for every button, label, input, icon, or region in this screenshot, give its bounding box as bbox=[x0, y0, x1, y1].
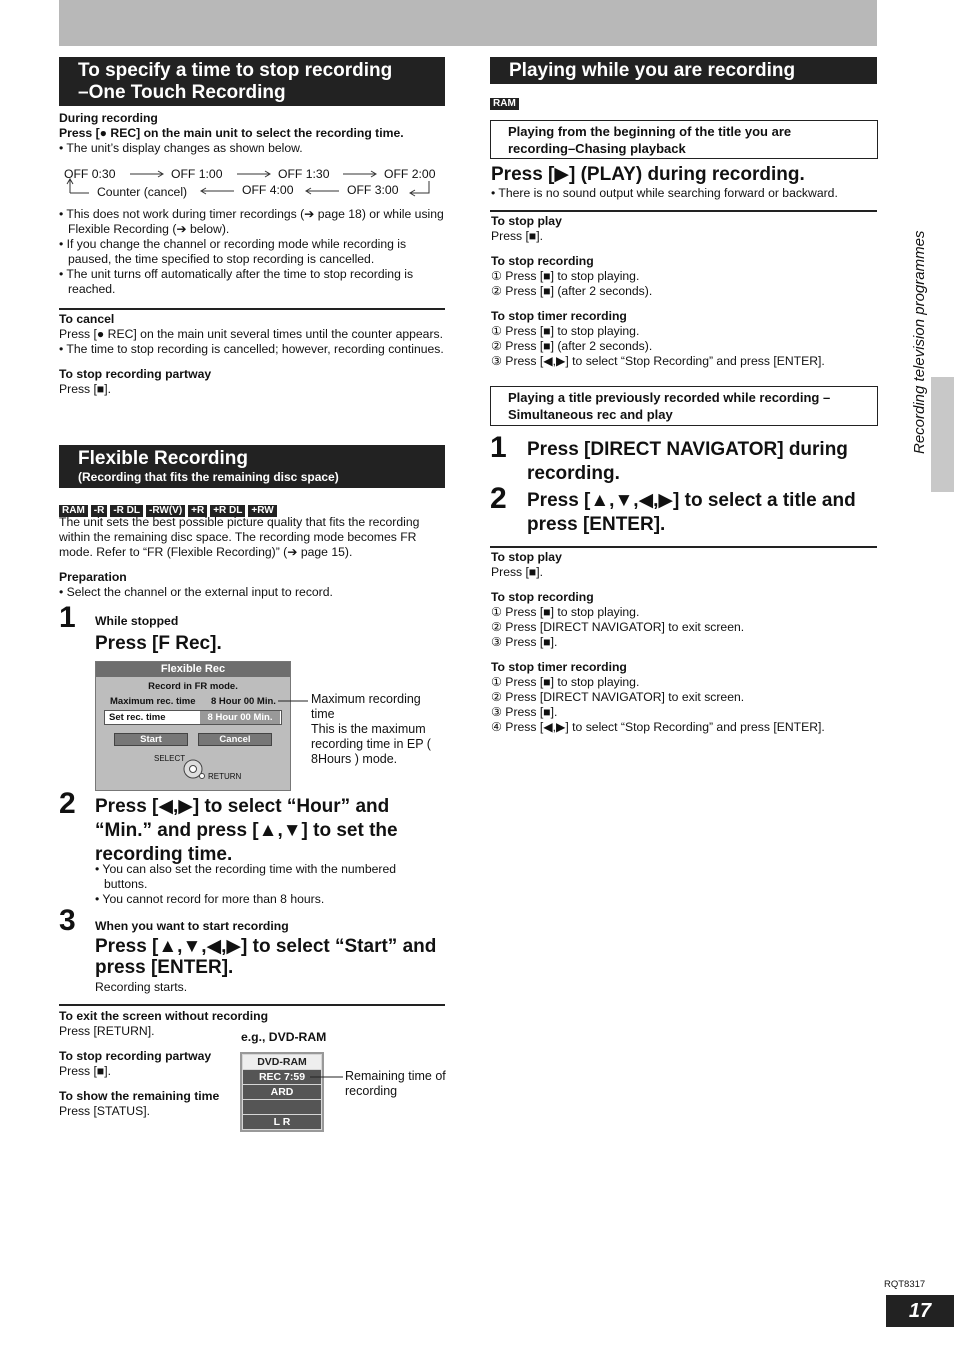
sequence-arrows bbox=[59, 166, 445, 202]
display-audio: L R bbox=[243, 1115, 321, 1129]
badge-plus-r-dl: +R DL bbox=[210, 505, 245, 517]
partway-text: Press [■]. bbox=[59, 382, 112, 396]
divider bbox=[490, 210, 877, 212]
osd-start-button[interactable]: Start bbox=[114, 733, 188, 746]
preparation-heading: Preparation bbox=[59, 570, 127, 584]
seq-off-400: OFF 4:00 bbox=[242, 183, 294, 197]
badge-plus-r: +R bbox=[188, 505, 207, 517]
cancel-text: Press [● REC] on the main unit several times until the counter appears. bbox=[59, 327, 444, 341]
b-stop-rec-heading: To stop recording bbox=[491, 590, 594, 604]
eg-label: e.g., DVD-RAM bbox=[241, 1030, 327, 1044]
playing-title: Playing while you are recording bbox=[509, 60, 796, 81]
a-stop-play-heading: To stop play bbox=[491, 214, 562, 228]
callout-line-max bbox=[278, 699, 308, 703]
s2-number: 2 bbox=[490, 482, 507, 515]
step-2-number: 2 bbox=[59, 787, 76, 820]
side-tab bbox=[931, 377, 954, 492]
display-sequence bbox=[59, 166, 445, 202]
s2-title: Press [▲,▼,◀,▶] to select a title and press [ENTER]. bbox=[527, 490, 856, 535]
divider bbox=[59, 308, 445, 310]
one-touch-header bbox=[59, 57, 445, 106]
divider bbox=[59, 1004, 445, 1006]
seq-off-030: OFF 0:30 bbox=[64, 167, 116, 181]
chase-title: Press [▶] (PLAY) during recording. bbox=[491, 164, 805, 185]
b-stop-timer-4: ④ Press [◀,▶] to select “Stop Recording” and press [ENTER]. bbox=[491, 720, 825, 734]
osd-set-value[interactable]: 8 Hour 00 Min. bbox=[200, 711, 280, 724]
osd-cancel-button[interactable]: Cancel bbox=[198, 733, 272, 746]
page-number: 17 bbox=[886, 1295, 954, 1327]
exit-text: Press [RETURN]. bbox=[59, 1024, 155, 1038]
step-3-title: Press [▲,▼,◀,▶] to select “Start” and press [ENTER]. bbox=[95, 936, 437, 978]
osd-header: Flexible Rec bbox=[96, 662, 290, 677]
flexible-subtitle: (Recording that fits the remaining disc space) bbox=[78, 470, 339, 484]
front-display bbox=[240, 1052, 324, 1132]
remaining-heading: To show the remaining time bbox=[59, 1089, 220, 1103]
osd-max-value: 8 Hour 00 Min. bbox=[211, 696, 276, 707]
cancel-heading: To cancel bbox=[59, 312, 115, 326]
during-recording-heading: During recording bbox=[59, 111, 158, 125]
b-stop-rec-2: ② Press [DIRECT NAVIGATOR] to exit screen. bbox=[491, 620, 745, 634]
osd-line1: Record in FR mode. bbox=[148, 681, 238, 692]
callout-note: This is the maximum recording time in EP ( 8Hours ) mode. bbox=[311, 722, 431, 766]
b-stop-rec-1: ① Press [■] to stop playing. bbox=[491, 605, 640, 619]
during-recording-press: Press [● REC] on the main unit to select the recording time. bbox=[59, 126, 404, 140]
top-banner bbox=[59, 0, 877, 46]
sidebar-title: Recording television programmes bbox=[911, 230, 928, 454]
badge-plus-rw: +RW bbox=[248, 505, 276, 517]
osd-select-label: SELECT bbox=[154, 754, 186, 763]
flexible-header bbox=[59, 445, 445, 488]
cancel-note: • The time to stop recording is cancelled; however, recording continues. bbox=[59, 342, 444, 356]
badge-ram: RAM bbox=[59, 505, 88, 517]
playing-badges bbox=[490, 93, 522, 111]
exit-heading: To exit the screen without recording bbox=[59, 1009, 269, 1023]
display-channel: ARD bbox=[243, 1085, 321, 1099]
b-stop-timer-2: ② Press [DIRECT NAVIGATOR] to exit screen. bbox=[491, 690, 745, 704]
display-rec-time: REC 7:59 bbox=[243, 1070, 321, 1084]
simul-box: Playing a title previously recorded while recording –Simultaneous rec and play bbox=[490, 386, 878, 426]
preparation-text: • Select the channel or the external input to record. bbox=[59, 585, 333, 599]
a-stop-timer-2: ② Press [■] (after 2 seconds). bbox=[491, 339, 653, 353]
b-stop-timer-heading: To stop timer recording bbox=[491, 660, 627, 674]
one-touch-note-2: • If you change the channel or recording mode while recording is paused, the time specified to stop recording is cancelled. bbox=[59, 237, 407, 266]
badge-ram: RAM bbox=[490, 98, 519, 110]
document-code: RQT8317 bbox=[884, 1279, 926, 1290]
a-stop-rec-heading: To stop recording bbox=[491, 254, 594, 268]
callout-max: Maximum recording time bbox=[311, 692, 421, 721]
b-stop-timer-1: ① Press [■] to stop playing. bbox=[491, 675, 640, 689]
select-dial-icon bbox=[182, 758, 204, 780]
osd-set-row[interactable] bbox=[104, 710, 282, 725]
flexible-title: Flexible Recording bbox=[78, 448, 248, 469]
flexible-rec-screen bbox=[95, 661, 291, 791]
a-stop-play-text: Press [■]. bbox=[491, 229, 544, 243]
a-stop-timer-3: ③ Press [◀,▶] to select “Stop Recording” and press [ENTER]. bbox=[491, 354, 825, 368]
seq-off-200: OFF 2:00 bbox=[384, 167, 436, 181]
seq-off-100: OFF 1:00 bbox=[171, 167, 223, 181]
chase-box: Playing from the beginning of the title you are recording–Chasing playback bbox=[490, 120, 878, 159]
display-disc-type: DVD-RAM bbox=[243, 1055, 321, 1069]
seq-off-300: OFF 3:00 bbox=[347, 183, 399, 197]
osd-set-label: Set rec. time bbox=[109, 712, 166, 723]
badge-r-dl: -R DL bbox=[110, 505, 143, 517]
osd-return-label: RETURN bbox=[208, 772, 242, 781]
partway-heading: To stop recording partway bbox=[59, 367, 212, 381]
one-touch-title-1: To specify a time to stop recording bbox=[78, 60, 393, 81]
b-stop-timer-3: ③ Press [■]. bbox=[491, 705, 558, 719]
display-note: • The unit’s display changes as shown below. bbox=[59, 141, 303, 155]
divider bbox=[490, 546, 877, 548]
stop-partway-text: Press [■]. bbox=[59, 1064, 112, 1078]
step-1-pre: While stopped bbox=[95, 614, 179, 628]
s1-title: Press [DIRECT NAVIGATOR] during recording. bbox=[527, 439, 848, 484]
seq-counter: Counter (cancel) bbox=[97, 185, 188, 199]
a-stop-timer-1: ① Press [■] to stop playing. bbox=[491, 324, 640, 338]
badge-rw-v: -RW(V) bbox=[146, 505, 185, 517]
step-2-note-1: • You can also set the recording time with the numbered buttons. bbox=[95, 862, 397, 891]
a-stop-rec-1: ① Press [■] to stop playing. bbox=[491, 269, 640, 283]
step-2-note-2: • You cannot record for more than 8 hours. bbox=[95, 892, 325, 906]
badge-r: -R bbox=[91, 505, 108, 517]
seq-off-130: OFF 1:30 bbox=[278, 167, 330, 181]
step-3-number: 3 bbox=[59, 904, 76, 937]
step-1-title: Press [F Rec]. bbox=[95, 633, 222, 654]
flexible-intro: The unit sets the best possible picture quality that fits the recording within the remaining disc space. The recording mode becomes FR mode. Refer to “FR (Flexible Recording)” (➔ page 15). bbox=[59, 515, 420, 559]
one-touch-note-1: • This does not work during timer recordings (➔ page 18) or while using Flexible Recording (➔ below). bbox=[59, 207, 444, 236]
callout-line-remaining bbox=[310, 1075, 343, 1079]
b-stop-play-heading: To stop play bbox=[491, 550, 562, 564]
step-3-note: Recording starts. bbox=[95, 980, 188, 994]
chase-note: • There is no sound output while searching forward or backward. bbox=[491, 186, 838, 200]
a-stop-timer-heading: To stop timer recording bbox=[491, 309, 627, 323]
display-blank bbox=[243, 1100, 321, 1114]
b-stop-rec-3: ③ Press [■]. bbox=[491, 635, 558, 649]
b-stop-play-text: Press [■]. bbox=[491, 565, 544, 579]
remaining-text: Press [STATUS]. bbox=[59, 1104, 150, 1118]
playing-header bbox=[490, 57, 877, 84]
step-3-pre: When you want to start recording bbox=[95, 919, 289, 933]
stop-partway-heading: To stop recording partway bbox=[59, 1049, 212, 1063]
one-touch-title-2: –One Touch Recording bbox=[78, 82, 286, 103]
one-touch-note-3: • The unit turns off automatically after the time to stop recording is reached. bbox=[59, 267, 414, 296]
remaining-callout: Remaining time of recording bbox=[345, 1069, 446, 1098]
step-2-title: Press [◀,▶] to select “Hour” and “Min.” and press [▲,▼] to set the recording time. bbox=[95, 796, 398, 865]
s1-number: 1 bbox=[490, 431, 507, 464]
step-1-number: 1 bbox=[59, 601, 76, 634]
a-stop-rec-2: ② Press [■] (after 2 seconds). bbox=[491, 284, 653, 298]
osd-max-label: Maximum rec. time bbox=[110, 696, 196, 707]
